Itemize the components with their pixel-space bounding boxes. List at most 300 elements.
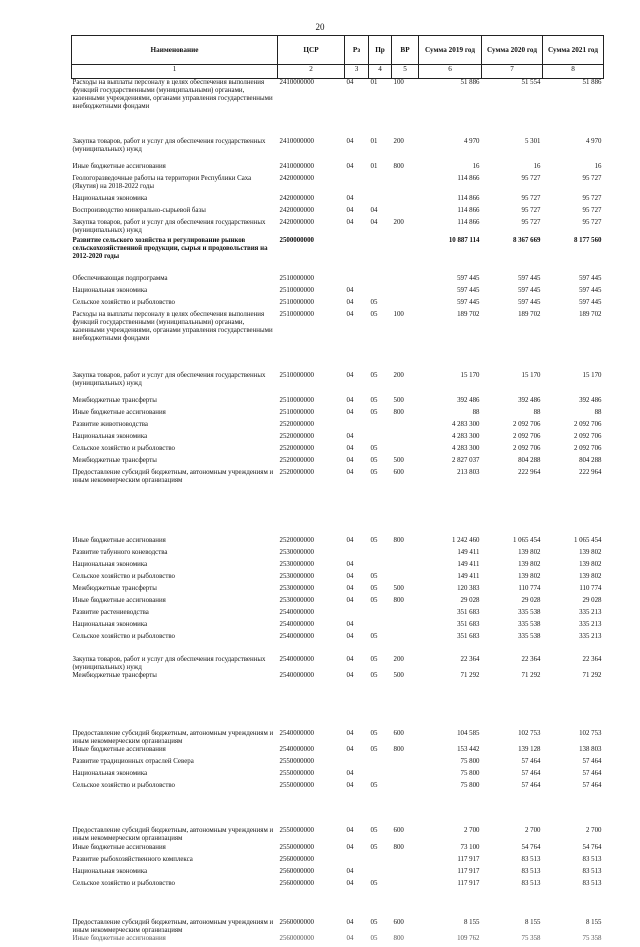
- cell-pr: [369, 770, 392, 782]
- cell-rz: 04: [346, 879, 354, 887]
- cell-csr: 2530000000: [279, 573, 314, 580]
- cell-name: Предоставление субсидий бюджетным, автономным учреждениям и иным некоммерческим организациям: [72, 730, 274, 746]
- table-row: [72, 175, 604, 195]
- cell-name: Расходы на выплаты персоналу в целях обеспечения выполнения функций государственными (муниципальными) органами, казенными учреждениями, органами управления государственными внебюджетными фондами: [72, 311, 273, 343]
- cell-csr: 2540000000: [279, 746, 314, 754]
- cell-s2020: 139 802: [518, 573, 541, 580]
- cell-vr: 600: [393, 827, 404, 835]
- table-row: [72, 844, 604, 856]
- cell-pr: 04: [370, 207, 378, 214]
- cell-rz: 04: [346, 445, 354, 452]
- table-row: [72, 672, 604, 730]
- cell-csr: 2560000000: [279, 855, 314, 863]
- cell-s2021: 804 288: [579, 457, 602, 464]
- cell-s2021: 139 802: [579, 549, 602, 556]
- cell-s2019: 75 800: [460, 782, 480, 790]
- table-row: [72, 573, 604, 585]
- table-row: [72, 397, 604, 409]
- cell-s2019: 117 917: [457, 867, 480, 875]
- cell-s2020: 57 464: [521, 770, 541, 778]
- header-csr: ЦСР: [278, 36, 345, 65]
- cell-name: Развитие животноводства: [72, 421, 148, 428]
- cell-s2021: 83 513: [582, 855, 602, 863]
- cell-s2020: 597 445: [518, 299, 541, 306]
- cell-name: Межбюджетные трансферты: [72, 672, 157, 680]
- cell-vr: [392, 573, 419, 585]
- table-row: [72, 195, 604, 207]
- table-row: [72, 537, 604, 549]
- cell-vr: 500: [393, 585, 404, 592]
- cell-rz: [345, 175, 369, 195]
- cell-s2021: 2 092 706: [573, 433, 602, 440]
- table-row: [72, 138, 604, 163]
- cell-rz: 04: [346, 867, 354, 875]
- cell-rz: 04: [346, 163, 354, 170]
- table-row: [72, 445, 604, 457]
- cell-s2021: 83 513: [582, 867, 602, 875]
- cell-s2020: 1 065 454: [512, 537, 541, 544]
- cell-pr: 05: [370, 843, 378, 851]
- table-row: [72, 299, 604, 311]
- column-number: 5: [392, 65, 419, 79]
- cell-pr: 05: [370, 445, 378, 452]
- cell-rz: 04: [346, 573, 354, 580]
- cell-s2020: 51 554: [521, 79, 541, 86]
- table-row: [72, 163, 604, 175]
- cell-pr: [369, 609, 392, 621]
- table-row: [72, 561, 604, 573]
- cell-name: Закупка товаров, работ и услуг для обеспечения государственных (муниципальных) нужд: [72, 372, 266, 388]
- cell-s2020: 110 774: [518, 585, 541, 592]
- cell-vr: [392, 549, 419, 561]
- column-number: 1: [72, 65, 278, 79]
- cell-s2019: 114 866: [457, 195, 480, 202]
- cell-s2020: 15 170: [521, 372, 541, 379]
- cell-csr: 2410000000: [279, 163, 314, 170]
- cell-csr: 2510000000: [279, 409, 314, 416]
- cell-s2020: 392 486: [518, 397, 541, 404]
- cell-rz: [345, 275, 369, 287]
- table-row: [72, 219, 604, 237]
- cell-csr: 2550000000: [279, 770, 314, 778]
- cell-vr: 800: [393, 597, 404, 604]
- cell-vr: 800: [393, 537, 404, 544]
- cell-vr: 500: [393, 457, 404, 464]
- cell-csr: 2560000000: [279, 934, 314, 942]
- cell-vr: [392, 782, 419, 827]
- cell-rz: 04: [346, 934, 354, 942]
- cell-name: Иные бюджетные ассигнования: [72, 409, 166, 416]
- cell-s2021: 2 092 706: [573, 445, 602, 452]
- cell-csr: 2540000000: [279, 621, 314, 628]
- cell-name: Предоставление субсидий бюджетным, автономным учреждениям и иным некоммерческим организациям: [72, 918, 274, 934]
- cell-rz: 04: [346, 770, 354, 778]
- cell-s2019: 189 702: [457, 311, 480, 318]
- table-row: [72, 433, 604, 445]
- cell-s2021: 83 513: [582, 879, 602, 887]
- cell-rz: 04: [346, 918, 354, 926]
- cell-s2019: 351 683: [457, 609, 480, 616]
- cell-csr: 2520000000: [279, 457, 314, 464]
- cell-csr: 2520000000: [279, 537, 314, 544]
- cell-pr: 05: [370, 409, 378, 416]
- cell-name: Закупка товаров, работ и услуг для обеспечения государственных (муниципальных) нужд: [72, 656, 266, 672]
- cell-s2020: 2 092 706: [512, 421, 541, 428]
- cell-csr: 2520000000: [279, 445, 314, 452]
- cell-vr: [392, 195, 419, 207]
- table-row: [72, 770, 604, 782]
- cell-s2021: 71 292: [582, 672, 602, 680]
- cell-s2021: 110 774: [579, 585, 602, 592]
- table-row: [72, 207, 604, 219]
- cell-s2019: 114 866: [457, 207, 480, 214]
- cell-s2019: 117 917: [457, 855, 480, 863]
- cell-csr: 2410000000: [279, 79, 314, 86]
- cell-name: Национальная экономика: [72, 561, 148, 568]
- cell-s2020: 335 538: [518, 633, 541, 640]
- cell-pr: 05: [370, 372, 378, 379]
- cell-rz: [345, 609, 369, 621]
- cell-s2020: 57 464: [521, 782, 541, 790]
- cell-pr: [369, 621, 392, 633]
- table-row: [72, 868, 604, 880]
- cell-s2020: 95 727: [521, 207, 541, 214]
- cell-pr: [369, 868, 392, 880]
- cell-s2021: 8 177 560: [573, 237, 602, 244]
- cell-vr: [392, 237, 419, 275]
- cell-s2020: 2 700: [524, 827, 541, 835]
- cell-s2021: 22 364: [582, 656, 602, 663]
- cell-s2020: 139 802: [518, 561, 541, 568]
- cell-name: Предоставление субсидий бюджетным, автономным учреждениям и иным некоммерческим организациям: [72, 827, 274, 843]
- cell-pr: [369, 561, 392, 573]
- cell-csr: 2550000000: [279, 758, 314, 766]
- cell-pr: 05: [370, 457, 378, 464]
- cell-vr: [392, 856, 419, 868]
- page-number: 20: [315, 22, 325, 32]
- cell-csr: 2540000000: [279, 730, 314, 738]
- cell-vr: 500: [393, 672, 404, 680]
- cell-csr: 2550000000: [279, 843, 314, 851]
- cell-name: Иные бюджетные ассигнования: [72, 843, 166, 851]
- cell-csr: 2510000000: [279, 299, 314, 306]
- cell-s2020: 75 358: [521, 934, 541, 942]
- cell-vr: [392, 868, 419, 880]
- cell-s2020: 189 702: [518, 311, 541, 318]
- cell-vr: [392, 621, 419, 633]
- cell-vr: 600: [393, 469, 404, 476]
- cell-vr: 800: [393, 746, 404, 754]
- cell-vr: [392, 175, 419, 195]
- cell-s2021: 597 445: [579, 275, 602, 282]
- cell-name: Развитие сельского хозяйства и регулирование рынков сельскохозяйственной продукции, сырья и продовольствия на 2012-2020 годы: [72, 237, 268, 261]
- table-row: [72, 621, 604, 633]
- cell-pr: 05: [370, 730, 378, 738]
- table-row: [72, 935, 604, 947]
- cell-s2021: 29 028: [582, 597, 602, 604]
- cell-pr: 05: [370, 672, 378, 680]
- cell-csr: 2510000000: [279, 397, 314, 404]
- cell-rz: 04: [346, 843, 354, 851]
- cell-csr: 2560000000: [279, 867, 314, 875]
- cell-pr: 01: [370, 138, 378, 145]
- cell-name: Закупка товаров, работ и услуг для обеспечения государственных (муниципальных) нужд: [72, 138, 266, 154]
- table-row: [72, 311, 604, 372]
- cell-name: Иные бюджетные ассигнования: [72, 597, 166, 604]
- cell-name: Межбюджетные трансферты: [72, 585, 157, 592]
- cell-s2021: 138 803: [579, 746, 602, 754]
- table-row: [72, 880, 604, 919]
- cell-s2019: 15 170: [460, 372, 480, 379]
- table-row: [72, 372, 604, 397]
- cell-vr: [392, 880, 419, 919]
- cell-pr: 04: [370, 219, 378, 226]
- cell-s2019: 597 445: [457, 299, 480, 306]
- cell-s2021: 95 727: [582, 207, 602, 214]
- cell-s2021: 189 702: [579, 311, 602, 318]
- cell-rz: 04: [346, 311, 354, 318]
- cell-csr: 2420000000: [279, 175, 314, 182]
- cell-s2020: 57 464: [521, 758, 541, 766]
- cell-s2021: 57 464: [582, 770, 602, 778]
- cell-rz: 04: [346, 633, 354, 640]
- cell-s2020: 16: [533, 163, 541, 170]
- cell-vr: 100: [393, 79, 404, 86]
- cell-rz: 04: [346, 585, 354, 592]
- cell-pr: 05: [370, 573, 378, 580]
- table-row: [72, 275, 604, 287]
- table-row: [72, 237, 604, 275]
- cell-vr: 800: [393, 409, 404, 416]
- header-vr: ВР: [392, 36, 419, 65]
- cell-s2021: 57 464: [582, 782, 602, 790]
- cell-name: Развитие рыбохозяйственного комплекса: [72, 855, 193, 863]
- table-row: [72, 549, 604, 561]
- cell-pr: 05: [370, 397, 378, 404]
- cell-name: Сельское хозяйство и рыболовство: [72, 633, 176, 640]
- cell-s2021: 392 486: [579, 397, 602, 404]
- cell-s2019: 71 292: [460, 672, 480, 680]
- cell-vr: 200: [393, 138, 404, 145]
- cell-s2019: 120 383: [457, 585, 480, 592]
- cell-s2019: 10 887 114: [448, 237, 480, 244]
- cell-s2019: 351 683: [457, 633, 480, 640]
- cell-vr: 200: [393, 219, 404, 226]
- cell-s2020: 335 538: [518, 621, 541, 628]
- cell-vr: [392, 275, 419, 287]
- cell-s2020: 83 513: [521, 855, 541, 863]
- cell-s2019: 597 445: [457, 287, 480, 294]
- cell-vr: [392, 433, 419, 445]
- cell-s2021: 335 213: [579, 633, 602, 640]
- cell-name: Национальная экономика: [72, 867, 148, 875]
- cell-csr: 2520000000: [279, 421, 314, 428]
- cell-csr: 2500000000: [279, 237, 314, 244]
- cell-s2020: 71 292: [521, 672, 541, 680]
- table-row: [72, 758, 604, 770]
- cell-s2021: 4 970: [585, 138, 602, 145]
- cell-s2021: 597 445: [579, 299, 602, 306]
- cell-s2019: 114 866: [457, 219, 480, 226]
- cell-s2019: 8 155: [463, 918, 480, 926]
- cell-name: Межбюджетные трансферты: [72, 397, 157, 404]
- cell-s2019: 22 364: [460, 656, 480, 663]
- header-sum-2021: Сумма 2021 год: [543, 36, 604, 65]
- cell-name: Расходы на выплаты персоналу в целях обеспечения выполнения функций государственными (муниципальными) органами, казенными учреждениями, органами управления государственными внебюджетными фондами: [72, 79, 273, 111]
- cell-s2021: 75 358: [582, 934, 602, 942]
- cell-pr: [369, 275, 392, 287]
- cell-rz: [345, 421, 369, 433]
- cell-csr: 2540000000: [279, 633, 314, 640]
- cell-csr: 2510000000: [279, 275, 314, 282]
- cell-pr: [369, 758, 392, 770]
- cell-s2021: 15 170: [582, 372, 602, 379]
- cell-s2019: 2 700: [463, 827, 480, 835]
- cell-pr: 05: [370, 537, 378, 544]
- cell-rz: 04: [346, 299, 354, 306]
- cell-name: Сельское хозяйство и рыболовство: [72, 573, 176, 580]
- cell-csr: 2540000000: [279, 656, 314, 663]
- cell-pr: [369, 433, 392, 445]
- cell-s2019: 4 283 300: [451, 421, 480, 428]
- table-row: [72, 919, 604, 935]
- cell-rz: 04: [346, 672, 354, 680]
- cell-pr: [369, 549, 392, 561]
- cell-s2020: 102 753: [518, 730, 541, 738]
- cell-vr: [392, 633, 419, 656]
- cell-csr: 2530000000: [279, 585, 314, 592]
- cell-s2021: 16: [594, 163, 602, 170]
- cell-rz: 04: [346, 195, 354, 202]
- cell-s2019: 4 970: [463, 138, 480, 145]
- cell-s2021: 1 065 454: [573, 537, 602, 544]
- table-row: [72, 79, 604, 139]
- cell-s2021: 102 753: [579, 730, 602, 738]
- cell-s2019: 104 585: [457, 730, 480, 738]
- cell-vr: [392, 758, 419, 770]
- cell-pr: 05: [370, 934, 378, 942]
- cell-csr: 2540000000: [279, 672, 314, 680]
- cell-csr: 2510000000: [279, 372, 314, 379]
- cell-name: Национальная экономика: [72, 621, 148, 628]
- cell-s2020: 8 367 669: [512, 237, 541, 244]
- cell-name: Обеспечивающая подпрограмма: [72, 275, 168, 282]
- cell-s2019: 4 283 300: [451, 433, 480, 440]
- cell-s2021: 88: [594, 409, 602, 416]
- cell-s2021: 95 727: [582, 195, 602, 202]
- cell-name: Национальная экономика: [72, 287, 148, 294]
- cell-rz: 04: [346, 746, 354, 754]
- cell-name: Развитие табунного коневодства: [72, 549, 168, 556]
- table-row: [72, 457, 604, 469]
- cell-pr: 05: [370, 746, 378, 754]
- cell-pr: [369, 856, 392, 868]
- cell-vr: 800: [393, 934, 404, 942]
- cell-s2021: 2 700: [585, 827, 602, 835]
- cell-s2021: 95 727: [582, 175, 602, 182]
- cell-name: Закупка товаров, работ и услуг для обеспечения государственных (муниципальных) нужд: [72, 219, 266, 235]
- cell-s2020: 83 513: [521, 879, 541, 887]
- table-row: [72, 597, 604, 609]
- header-row: [72, 36, 604, 65]
- cell-s2020: 22 364: [521, 656, 541, 663]
- cell-s2021: 335 213: [579, 609, 602, 616]
- cell-s2019: 149 411: [457, 549, 480, 556]
- cell-csr: 2520000000: [279, 433, 314, 440]
- cell-rz: 04: [346, 372, 354, 379]
- cell-pr: [369, 237, 392, 275]
- cell-s2019: 597 445: [457, 275, 480, 282]
- cell-s2021: 57 464: [582, 758, 602, 766]
- cell-s2019: 153 442: [457, 746, 480, 754]
- cell-pr: 05: [370, 597, 378, 604]
- cell-rz: 04: [346, 219, 354, 226]
- cell-s2019: 149 411: [457, 561, 480, 568]
- table-row: [72, 656, 604, 672]
- cell-s2021: 95 727: [582, 219, 602, 226]
- column-number: 7: [482, 65, 543, 79]
- cell-s2020: 2 092 706: [512, 433, 541, 440]
- cell-name: Сельское хозяйство и рыболовство: [72, 879, 176, 887]
- cell-vr: [392, 609, 419, 621]
- cell-vr: 600: [393, 730, 404, 738]
- cell-s2020: 8 155: [524, 918, 541, 926]
- cell-csr: 2510000000: [279, 287, 314, 294]
- cell-name: Геологоразведочные работы на территории Республики Саха (Якутия) на 2018-2022 годы: [72, 175, 252, 191]
- cell-s2020: 95 727: [521, 195, 541, 202]
- cell-rz: [345, 237, 369, 275]
- cell-rz: 04: [346, 597, 354, 604]
- cell-rz: 04: [346, 138, 354, 145]
- cell-s2019: 75 800: [460, 758, 480, 766]
- cell-s2020: 335 538: [518, 609, 541, 616]
- cell-vr: [392, 561, 419, 573]
- cell-vr: [392, 770, 419, 782]
- cell-s2021: 51 886: [582, 79, 602, 86]
- cell-s2020: 95 727: [521, 175, 541, 182]
- table-row: [72, 609, 604, 621]
- cell-s2020: 29 028: [521, 597, 541, 604]
- table-row: [72, 585, 604, 597]
- cell-s2019: 117 917: [457, 879, 480, 887]
- cell-pr: [369, 287, 392, 299]
- cell-pr: 05: [370, 827, 378, 835]
- cell-csr: 2540000000: [279, 609, 314, 616]
- header-sum-2020: Сумма 2020 год: [482, 36, 543, 65]
- cell-pr: 05: [370, 469, 378, 476]
- cell-pr: [369, 175, 392, 195]
- cell-s2019: 16: [472, 163, 480, 170]
- cell-s2021: 8 155: [585, 918, 602, 926]
- cell-name: Сельское хозяйство и рыболовство: [72, 299, 176, 306]
- cell-csr: 2410000000: [279, 138, 314, 145]
- cell-rz: 04: [346, 79, 354, 86]
- cell-s2020: 804 288: [518, 457, 541, 464]
- cell-pr: 05: [370, 918, 378, 926]
- cell-s2019: 75 800: [460, 770, 480, 778]
- cell-s2019: 51 886: [460, 79, 480, 86]
- header-pr: Пр: [369, 36, 392, 65]
- cell-s2020: 88: [533, 409, 541, 416]
- cell-s2019: 4 283 300: [451, 445, 480, 452]
- cell-pr: [369, 195, 392, 207]
- cell-csr: 2530000000: [279, 549, 314, 556]
- cell-s2021: 335 213: [579, 621, 602, 628]
- cell-rz: 04: [346, 561, 354, 568]
- cell-csr: 2560000000: [279, 918, 314, 926]
- cell-rz: 04: [346, 433, 354, 440]
- budget-table: [71, 35, 604, 947]
